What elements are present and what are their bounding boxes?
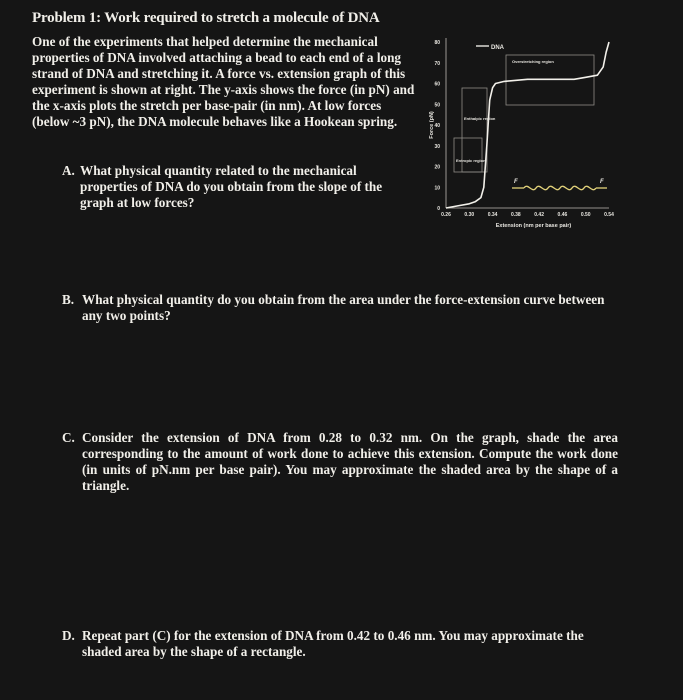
y-axis-title: Force (pN) (429, 111, 435, 139)
y-tick-label: 60 (434, 81, 440, 88)
question-d (62, 628, 622, 660)
annotation-overstretching: Overstretching region (512, 59, 554, 64)
x-tick-label: 0.54 (604, 212, 614, 218)
y-tick-label: 30 (434, 143, 440, 150)
y-tick-label: 80 (434, 40, 440, 46)
x-tick-label: 0.26 (441, 212, 451, 218)
y-tick-label: 50 (434, 102, 440, 109)
x-axis-title: Extension (nm per base pair) (495, 223, 572, 229)
y-tick-label: 10 (434, 185, 440, 192)
y-tick-label: 0 (437, 206, 440, 212)
question-b (62, 292, 622, 324)
entropic-region-box (454, 138, 482, 172)
legend-label-dna: DNA (491, 45, 504, 51)
x-tick-label: 0.50 (580, 212, 591, 218)
question-a-label: A. (62, 163, 75, 178)
question-d-label: D. (62, 628, 75, 643)
force-label-left: F (514, 179, 518, 185)
annotation-entropic: Entropic region (456, 158, 486, 163)
x-tick-label: 0.46 (557, 212, 568, 218)
problem-title: Problem 1: Work required to stretch a molecule of DNA (32, 10, 380, 26)
coiled-dna-schematic (524, 186, 596, 189)
question-b-text: What physical quantity do you obtain from the area under the force-extension curve between any two points? (82, 292, 605, 323)
question-c (62, 430, 618, 494)
y-tick-label: 40 (434, 123, 440, 129)
question-c-text: Consider the extension of DNA from 0.28 to 0.32 nm. On the graph, shade the area corresponding to the amount of work done to achieve this extension. Compute the work done (in units of pN.nm per base pair). You may approximate the shaded area by the shape of a triangle. (82, 430, 618, 493)
annotation-enthalpic: Enthalpic region (464, 116, 496, 121)
question-b-label: B. (62, 292, 75, 307)
series-line-dna (446, 42, 609, 208)
question-c-label: C. (62, 430, 75, 445)
problem-intro: One of the experiments that helped determine the mechanical properties of DNA involved attaching a bead to each end of a long strand of DNA and stretching it. A force vs. extension graph of this experiment is shown at right. The y-axis shows the force (in pN) and the x-axis plots the stretch per base-pair (in nm). At low forces (below ~3 pN), the DNA molecule behaves like a Hookean spring. (32, 34, 415, 129)
question-a (62, 163, 412, 211)
x-tick-label: 0.30 (464, 212, 475, 218)
x-tick-label: 0.38 (510, 212, 521, 218)
y-tick-label: 70 (434, 60, 440, 67)
question-a-text: What physical quantity related to the mechanical properties of DNA do you obtain from the slope of the graph at low forces? (80, 163, 383, 210)
y-tick-label: 20 (434, 164, 440, 171)
force-label-right: F (600, 179, 604, 185)
x-tick-label: 0.42 (534, 212, 545, 218)
force-extension-chart (414, 30, 614, 240)
x-tick-label: 0.34 (487, 212, 498, 218)
question-d-text: Repeat part (C) for the extension of DNA from 0.42 to 0.46 nm. You may approximate the shaded area by the shape of a rectangle. (82, 628, 584, 659)
